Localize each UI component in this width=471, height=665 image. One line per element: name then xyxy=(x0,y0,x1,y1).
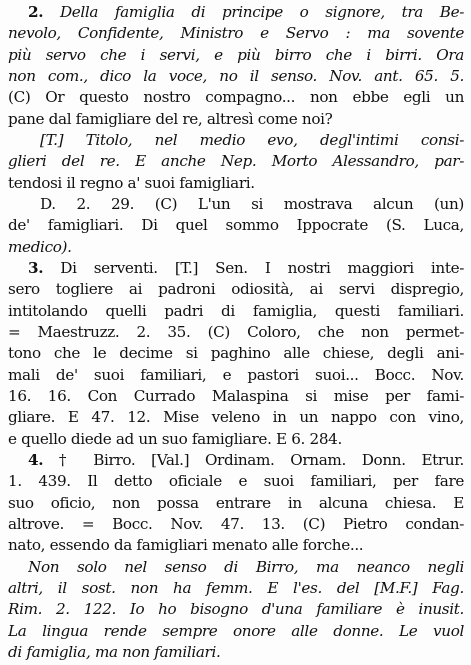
sense-4-line-3: suo oficio, non possa entrare in alcuna chiesa. E xyxy=(8,493,464,512)
sense-2-line-8: glieri del re. E anche Nep. Morto Alessandro, par- xyxy=(8,152,464,171)
sense-2-line-10: D. 2. 29. (C) L'un si mostrava alcun (un) xyxy=(40,195,464,213)
sense-3-line-8: gliare. E 47. 12. Mise veleno in un nappo con vino, xyxy=(8,408,464,427)
sense-2-line-7: [T.] Titolo, nel medio evo, degl'intimi consi- xyxy=(40,131,464,149)
sense-number: 2. xyxy=(28,3,44,21)
sense-2-line-4: non com., dico la voce, no il senso. Nov. ant. 65. 5. xyxy=(8,67,464,85)
sense-2-line-12: medico). xyxy=(8,237,72,256)
sense-2-line-5: (C) Or questo nostro compagno... non ebbe egli un xyxy=(8,88,464,107)
sense-3-line-7: 16. 16. Con Currado Malaspina si mise per fami- xyxy=(8,387,464,405)
sense-2-line-9: tendosi il regno a' suoi famigliari. xyxy=(8,173,255,192)
sense-3-line-3: intitolando quelli padri di famiglia, questi familiari. xyxy=(8,301,464,320)
sense-4-line-9: La lingua rende sempre onore alle donne. Le vuol xyxy=(8,621,464,640)
sense-2-line-1 xyxy=(28,2,464,23)
sense-4-line-4: altrove. = Bocc. Nov. 47. 13. (C) Pietro condan- xyxy=(8,515,464,533)
sense-2-line-11: de' famigliari. Di quel sommo Ippocrate (S. Luca, xyxy=(8,216,464,235)
sense-4-line-1 xyxy=(28,450,464,471)
sense-2-line-6: pane dal famigliare del re, altresì come noi? xyxy=(8,109,333,128)
sense-2-line-2: nevolo, Confidente, Ministro e Servo : ma sovente xyxy=(8,24,464,43)
sense-4-line-2: 1. 439. Il detto oficiale e suoi familiari, per fare xyxy=(8,472,464,491)
sense-3-line-9: e quello diede ad un suo famigliare. E 6. 284. xyxy=(8,429,342,448)
sense-3-line-5: tono che le decime si paghino alle chiese, degli ani- xyxy=(8,344,464,363)
sense-3-line-6: mali de' suoi familiari, e pastori suoi... Bocc. Nov. xyxy=(8,365,464,384)
text-line: † Birro. [Val.] Ordinam. Ornam. Donn. Etrur. xyxy=(43,451,464,469)
sense-4-line-8: Rim. 2. 122. Io ho bisogno d'una familiare è inusit. xyxy=(8,600,464,619)
sense-2-line-3: più servo che i servi, e più birro che i birri. Ora xyxy=(8,45,464,64)
sense-4-line-7: altri, il sost. non ha femm. E l'es. del [M.F.] Fag. xyxy=(8,579,464,597)
sense-4-line-10: di famiglia, ma non familiari. xyxy=(8,643,221,661)
sense-3-line-1 xyxy=(28,258,464,279)
sense-3-line-2: sero togliere ai padroni odiosità, ai servi dispregio, xyxy=(8,280,464,299)
sense-3-line-4: = Maestruzz. 2. 35. (C) Coloro, che non permet- xyxy=(8,323,464,341)
text-line: Di serventi. [T.] Sen. I nostri maggiori inte- xyxy=(43,259,464,277)
text-line: Della famiglia di principe o signore, tra Be- xyxy=(43,3,464,21)
sense-number: 3. xyxy=(28,259,44,277)
sense-4-line-5: nato, essendo da famigliari menato alle forche... xyxy=(8,536,364,555)
sense-number: 4. xyxy=(28,451,44,469)
sense-4-line-6: Non solo nel senso di Birro, ma neanco negli xyxy=(28,557,464,576)
